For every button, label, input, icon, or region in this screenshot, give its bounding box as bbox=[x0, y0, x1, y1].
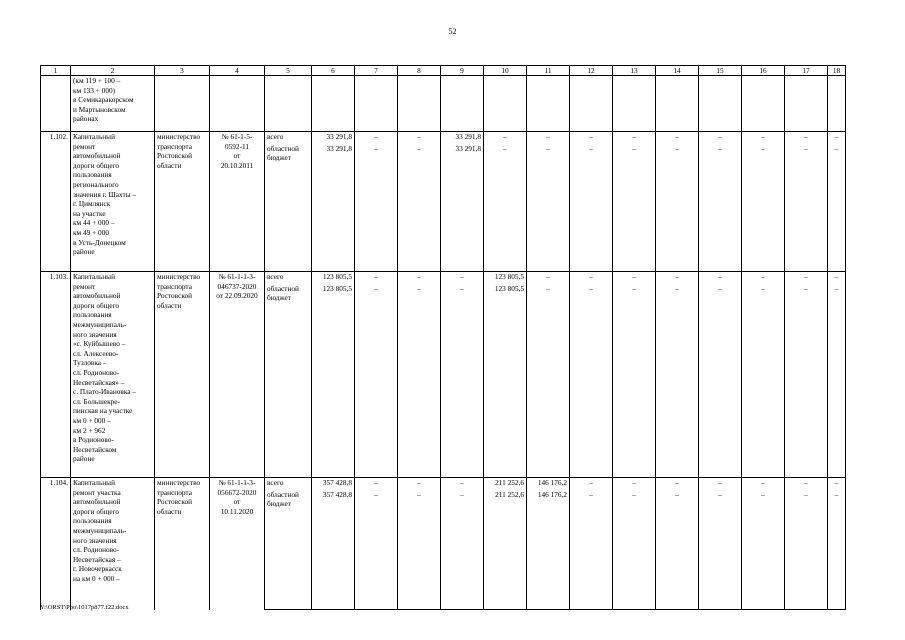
object-name-cell-line: автомобильной bbox=[73, 291, 121, 301]
table-row bbox=[41, 132, 846, 144]
object-name-cell-line: «с. Куйбышево – bbox=[73, 339, 126, 349]
value-cell: – bbox=[828, 144, 846, 272]
value-cell: – bbox=[742, 284, 785, 478]
column-header-12: 12 bbox=[570, 66, 613, 76]
row-number-cell bbox=[41, 76, 71, 132]
object-name-cell-line: межмуниципаль- bbox=[73, 525, 127, 535]
empty-cell bbox=[785, 76, 828, 132]
organization-cell-line: области bbox=[157, 506, 182, 516]
column-header-13: 13 bbox=[613, 66, 656, 76]
object-name-cell-line: ремонт bbox=[73, 141, 96, 151]
value-cell: – bbox=[484, 132, 527, 144]
table-row bbox=[41, 478, 846, 490]
value-cell: – bbox=[785, 490, 828, 610]
column-header-3: 3 bbox=[155, 66, 210, 76]
object-name-cell bbox=[71, 76, 155, 132]
value-cell: 211 252,6 bbox=[484, 490, 527, 610]
value-cell: – bbox=[441, 490, 484, 610]
value-cell: – bbox=[656, 272, 699, 284]
organization-cell bbox=[155, 478, 210, 610]
value-cell: – bbox=[570, 132, 613, 144]
document-number-cell-line: 056672-2020 bbox=[217, 487, 257, 497]
organization-cell-line: Ростовской bbox=[157, 497, 193, 507]
document-number-cell bbox=[210, 132, 265, 272]
object-name-cell-line: районах bbox=[73, 114, 99, 124]
page-number: 52 bbox=[448, 27, 457, 36]
budget-table bbox=[40, 65, 846, 610]
value-cell: – bbox=[441, 478, 484, 490]
column-header-15: 15 bbox=[699, 66, 742, 76]
empty-cell bbox=[828, 76, 846, 132]
object-name-cell-line: сл. Родионово- bbox=[73, 545, 120, 555]
value-cell: – bbox=[828, 272, 846, 284]
object-name-cell-line: Капитальный bbox=[73, 132, 115, 141]
row-number-cell: 1.102. bbox=[41, 132, 71, 272]
document-number-cell-line: от 22.09.2020 bbox=[216, 291, 258, 301]
value-cell: – bbox=[527, 144, 570, 272]
empty-cell bbox=[527, 76, 570, 132]
value-cell: – bbox=[570, 478, 613, 490]
value-cell: – bbox=[527, 132, 570, 144]
object-name-cell-line: Капитальный bbox=[73, 272, 115, 281]
value-cell: – bbox=[441, 272, 484, 284]
organization-cell-line: министерство bbox=[157, 478, 201, 487]
object-name-cell-line: пользования bbox=[73, 170, 112, 180]
funding-source-cell-line: бюджет bbox=[267, 153, 291, 163]
document-number-cell-line: от bbox=[233, 151, 241, 161]
document-number-cell-line: 10.11.2020 bbox=[220, 506, 254, 516]
object-name-cell-line: значения г. Шахты – bbox=[73, 189, 137, 199]
funding-source-cell-line: всего bbox=[267, 478, 284, 487]
value-cell: 123 805,5 bbox=[484, 284, 527, 478]
row-number-cell: 1.103. bbox=[41, 272, 71, 478]
value-cell: 146 176,2 bbox=[527, 478, 570, 490]
organization-cell-line: области bbox=[157, 160, 182, 170]
empty-cell bbox=[398, 76, 441, 132]
organization-cell-line: министерство bbox=[157, 132, 201, 141]
funding-source-cell-line: бюджет bbox=[267, 499, 291, 509]
document-number-cell-line: № 61-1-1-3- bbox=[218, 478, 256, 487]
organization-cell bbox=[155, 272, 210, 478]
value-cell: – bbox=[613, 132, 656, 144]
value-cell: – bbox=[742, 478, 785, 490]
document-number-cell-line: 0592-11 bbox=[224, 141, 250, 151]
value-cell: – bbox=[398, 272, 441, 284]
value-cell: – bbox=[613, 272, 656, 284]
object-name-cell-line: дороги общего bbox=[73, 160, 120, 170]
object-name-cell-line: Несветайская – bbox=[73, 554, 121, 564]
value-cell: 33 291,8 bbox=[441, 132, 484, 144]
column-header-6: 6 bbox=[312, 66, 355, 76]
value-cell: – bbox=[398, 132, 441, 144]
column-header-17: 17 bbox=[785, 66, 828, 76]
funding-source-cell bbox=[265, 132, 312, 144]
empty-cell bbox=[155, 76, 210, 132]
empty-cell bbox=[570, 76, 613, 132]
empty-cell bbox=[613, 76, 656, 132]
value-cell: – bbox=[785, 272, 828, 284]
object-name-cell-line: км 49 + 000 bbox=[73, 227, 109, 237]
footer-file-path: Y:\ORST\Ppo\1017p877.f22.docx bbox=[40, 604, 129, 611]
empty-cell bbox=[742, 76, 785, 132]
organization-cell-line: транспорта bbox=[157, 281, 192, 291]
object-name-cell-line: пользования bbox=[73, 516, 112, 526]
value-cell: – bbox=[398, 478, 441, 490]
column-header-2: 2 bbox=[71, 66, 155, 76]
object-name-cell-line: регионального bbox=[73, 179, 119, 189]
value-cell: – bbox=[570, 272, 613, 284]
object-name-cell-line: пинская на участке bbox=[73, 406, 133, 416]
value-cell: 123 805,5 bbox=[312, 272, 355, 284]
object-name-cell bbox=[71, 272, 155, 478]
empty-cell bbox=[210, 76, 265, 132]
empty-cell bbox=[355, 76, 398, 132]
funding-source-cell-line: бюджет bbox=[267, 293, 291, 303]
table-header bbox=[41, 66, 846, 76]
value-cell: – bbox=[742, 132, 785, 144]
organization-cell-line: транспорта bbox=[157, 487, 192, 497]
column-header-10: 10 bbox=[484, 66, 527, 76]
value-cell: – bbox=[527, 272, 570, 284]
value-cell: – bbox=[484, 144, 527, 272]
object-name-cell-line: км 133 + 000) bbox=[73, 85, 116, 95]
value-cell: – bbox=[613, 284, 656, 478]
column-header-4: 4 bbox=[210, 66, 265, 76]
object-name-cell-line: ного значения bbox=[73, 329, 117, 339]
object-name-cell-line: дороги общего bbox=[73, 506, 120, 516]
value-cell: 357 428,8 bbox=[312, 490, 355, 610]
organization-cell-line: Ростовской bbox=[157, 291, 193, 301]
document-number-cell bbox=[210, 272, 265, 478]
value-cell: – bbox=[785, 132, 828, 144]
funding-source-cell bbox=[265, 490, 312, 610]
value-cell: – bbox=[785, 284, 828, 478]
value-cell: 211 252,6 bbox=[484, 478, 527, 490]
object-name-cell-line: на км 0 + 000 – bbox=[73, 573, 120, 583]
value-cell: – bbox=[570, 144, 613, 272]
value-cell: – bbox=[355, 272, 398, 284]
empty-cell bbox=[656, 76, 699, 132]
column-header-11: 11 bbox=[527, 66, 570, 76]
value-cell: – bbox=[355, 144, 398, 272]
value-cell: – bbox=[613, 144, 656, 272]
column-header-14: 14 bbox=[656, 66, 699, 76]
organization-cell-line: Ростовской bbox=[157, 151, 193, 161]
value-cell: – bbox=[828, 132, 846, 144]
value-cell: – bbox=[398, 144, 441, 272]
object-name-cell-line: Несветайская» – bbox=[73, 377, 125, 387]
object-name-cell-line: районе bbox=[73, 247, 95, 257]
column-header-9: 9 bbox=[441, 66, 484, 76]
organization-cell bbox=[155, 132, 210, 272]
table-row bbox=[41, 272, 846, 284]
funding-source-cell-line: всего bbox=[267, 132, 284, 141]
value-cell: – bbox=[570, 490, 613, 610]
value-cell: – bbox=[699, 284, 742, 478]
value-cell: – bbox=[527, 284, 570, 478]
object-name-cell-line: г. Новочеркасск bbox=[73, 564, 122, 574]
row-number-cell: 1.104. bbox=[41, 478, 71, 610]
value-cell: – bbox=[398, 284, 441, 478]
document-number-cell-line: № 61-1-1-3- bbox=[218, 272, 256, 281]
organization-cell-line: области bbox=[157, 300, 182, 310]
object-name-cell-line: в Усть-Донецком bbox=[73, 237, 126, 247]
organization-cell-line: министерство bbox=[157, 272, 201, 281]
value-cell: – bbox=[742, 490, 785, 610]
value-cell: – bbox=[656, 144, 699, 272]
value-cell: – bbox=[570, 284, 613, 478]
object-name-cell-line: (км 119 + 100 – bbox=[73, 76, 121, 85]
value-cell: – bbox=[742, 272, 785, 284]
value-cell: – bbox=[699, 144, 742, 272]
value-cell: – bbox=[656, 284, 699, 478]
funding-source-cell bbox=[265, 284, 312, 478]
funding-source-cell-line: областной bbox=[267, 489, 299, 499]
value-cell: – bbox=[613, 478, 656, 490]
object-name-cell-line: г. Цимлянск bbox=[73, 199, 111, 209]
object-name-cell-line: км 2 + 962 bbox=[73, 425, 106, 435]
funding-source-cell bbox=[265, 144, 312, 272]
object-name-cell-line: дороги общего bbox=[73, 300, 120, 310]
value-cell: – bbox=[656, 490, 699, 610]
document-number-cell-line: 20.10.2011 bbox=[220, 160, 254, 170]
column-header-18: 18 bbox=[828, 66, 846, 76]
value-cell: – bbox=[742, 144, 785, 272]
object-name-cell-line: Несветайском bbox=[73, 444, 117, 454]
empty-cell bbox=[312, 76, 355, 132]
value-cell: 123 805,5 bbox=[312, 284, 355, 478]
value-cell: – bbox=[828, 478, 846, 490]
object-name-cell bbox=[71, 132, 155, 272]
value-cell: – bbox=[398, 490, 441, 610]
column-header-7: 7 bbox=[355, 66, 398, 76]
object-name-cell-line: в Родионово- bbox=[73, 435, 114, 445]
value-cell: – bbox=[785, 478, 828, 490]
column-header-8: 8 bbox=[398, 66, 441, 76]
value-cell: – bbox=[355, 478, 398, 490]
organization-cell-line: транспорта bbox=[157, 141, 192, 151]
value-cell: 33 291,8 bbox=[312, 132, 355, 144]
object-name-cell-line: км 0 + 000 – bbox=[73, 415, 111, 425]
value-cell: – bbox=[656, 478, 699, 490]
empty-cell bbox=[484, 76, 527, 132]
funding-source-cell-line: областной bbox=[267, 143, 299, 153]
value-cell: – bbox=[785, 144, 828, 272]
object-name-cell-line: км 44 + 000 – bbox=[73, 218, 115, 228]
value-cell: 33 291,8 bbox=[312, 144, 355, 272]
value-cell: – bbox=[828, 284, 846, 478]
object-name-cell-line: Тузловка – bbox=[73, 358, 107, 368]
value-cell: 123 805,5 bbox=[484, 272, 527, 284]
column-header-16: 16 bbox=[742, 66, 785, 76]
document-number-cell-line: № 61-1-5- bbox=[221, 132, 253, 141]
object-name-cell-line: сл. Родионово- bbox=[73, 367, 120, 377]
object-name-cell-line: районе bbox=[73, 454, 95, 464]
value-cell: – bbox=[613, 490, 656, 610]
funding-source-cell-line: всего bbox=[267, 272, 284, 281]
value-cell: – bbox=[355, 284, 398, 478]
value-cell: – bbox=[828, 490, 846, 610]
empty-cell bbox=[265, 76, 312, 132]
funding-source-cell bbox=[265, 478, 312, 490]
object-name-cell-line: пользования bbox=[73, 310, 112, 320]
value-cell: – bbox=[699, 132, 742, 144]
value-cell: – bbox=[699, 478, 742, 490]
document-number-cell bbox=[210, 478, 265, 610]
funding-source-cell-line: областной bbox=[267, 283, 299, 293]
column-header-1: 1 bbox=[41, 66, 71, 76]
empty-cell bbox=[441, 76, 484, 132]
object-name-cell-line: в Семикаракорском bbox=[73, 95, 134, 105]
value-cell: – bbox=[355, 132, 398, 144]
object-name-cell-line: ремонт bbox=[73, 281, 96, 291]
object-name-cell-line: ремонт участка bbox=[73, 487, 121, 497]
object-name-cell-line: и Мартыновском bbox=[73, 104, 126, 114]
object-name-cell-line: автомобильной bbox=[73, 151, 121, 161]
object-name-cell-line: с. Плато-Ивановка – bbox=[73, 387, 137, 397]
value-cell: – bbox=[656, 132, 699, 144]
empty-cell bbox=[699, 76, 742, 132]
object-name-cell-line: сл. Алексеево- bbox=[73, 348, 119, 358]
value-cell: – bbox=[441, 284, 484, 478]
value-cell: 33 291,8 bbox=[441, 144, 484, 272]
value-cell: 146 176,2 bbox=[527, 490, 570, 610]
object-name-cell-line: сл. Большекре- bbox=[73, 396, 120, 406]
object-name-cell bbox=[71, 478, 155, 610]
value-cell: 357 428,8 bbox=[312, 478, 355, 490]
object-name-cell-line: ного значения bbox=[73, 535, 117, 545]
table-row-continuation bbox=[41, 76, 846, 132]
document-number-cell-line: от bbox=[233, 497, 241, 507]
object-name-cell-line: на участке bbox=[73, 208, 106, 218]
column-header-5: 5 bbox=[265, 66, 312, 76]
object-name-cell-line: межмуниципаль- bbox=[73, 319, 127, 329]
object-name-cell-line: автомобильной bbox=[73, 497, 121, 507]
value-cell: – bbox=[699, 272, 742, 284]
value-cell: – bbox=[355, 490, 398, 610]
value-cell: – bbox=[699, 490, 742, 610]
object-name-cell-line: Капитальный bbox=[73, 478, 115, 487]
funding-source-cell bbox=[265, 272, 312, 284]
document-number-cell-line: 046737-2020 bbox=[217, 281, 257, 291]
